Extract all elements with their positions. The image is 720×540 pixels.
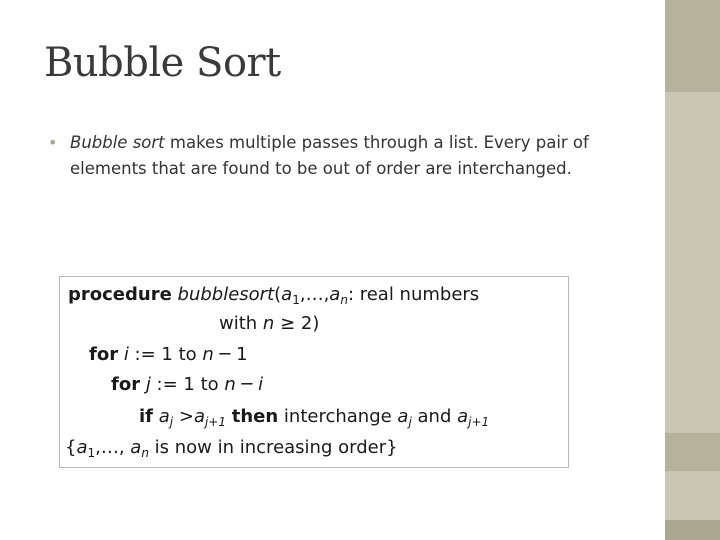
keyword-then: then — [231, 406, 279, 427]
keyword-procedure: procedure — [68, 284, 172, 305]
param-type: : real numbers — [347, 284, 480, 305]
var-a: a — [329, 284, 341, 305]
bullet-dot-icon: • — [48, 133, 58, 152]
subscript-1: 1 — [87, 446, 96, 460]
and-text: and — [411, 406, 458, 427]
postcondition: is now in increasing order} — [148, 437, 398, 458]
action-interchange: interchange — [278, 406, 398, 427]
subscript-n: n — [141, 446, 149, 460]
loop-end: ─ 1 — [213, 344, 248, 365]
var-j: j — [145, 374, 151, 395]
pseudocode-line-2 — [219, 313, 319, 334]
subscript-j-plus-1: j+1 — [468, 415, 490, 429]
greater-than: > — [173, 406, 194, 427]
pseudocode-line-5 — [139, 406, 489, 427]
pseudocode-box — [59, 276, 569, 468]
var-a: a — [158, 406, 170, 427]
subscript-n: n — [340, 293, 348, 307]
loop-range: := 1 to — [128, 344, 203, 365]
var-i: i — [123, 344, 129, 365]
subscript-j: j — [169, 415, 174, 429]
var-a: a — [397, 406, 409, 427]
open-brace: { — [65, 437, 77, 458]
var-a: a — [76, 437, 88, 458]
open-paren: ( — [274, 284, 282, 305]
ellipsis: ,…, — [95, 437, 131, 458]
var-i: i — [258, 374, 264, 395]
slide-title: Bubble Sort — [44, 40, 281, 86]
keyword-for: for — [111, 374, 141, 395]
ellipsis: ,…, — [299, 284, 330, 305]
pseudocode-line-6 — [65, 437, 398, 458]
subscript-1: 1 — [292, 293, 300, 307]
subscript-j-plus-1: j+1 — [204, 415, 226, 429]
bullet-item — [48, 130, 642, 182]
var-a: a — [193, 406, 205, 427]
loop-range: := 1 to — [150, 374, 225, 395]
with-text: with — [219, 313, 263, 334]
subscript-j: j — [408, 415, 412, 429]
var-n: n — [224, 374, 236, 395]
minus-sign: ─ — [235, 374, 259, 395]
procedure-name: bubblesort — [177, 284, 275, 305]
var-n: n — [202, 344, 214, 365]
pseudocode-line-4 — [111, 374, 263, 395]
keyword-for: for — [89, 344, 119, 365]
bullet-description: makes multiple passes through a list. Every pair of elements that are found to be out of order are interchanged. — [70, 133, 589, 178]
constraint: ≥ 2) — [274, 313, 320, 334]
side-decoration-middle — [665, 433, 720, 471]
pseudocode-line-3 — [89, 344, 248, 365]
keyword-if: if — [139, 406, 154, 427]
var-a: a — [281, 284, 293, 305]
pseudocode-line-1 — [68, 284, 479, 305]
bullet-term: Bubble sort — [70, 133, 165, 152]
var-a: a — [457, 406, 469, 427]
side-decoration-bottom — [665, 520, 720, 540]
var-a: a — [130, 437, 142, 458]
var-n: n — [262, 313, 275, 334]
side-decoration-top — [665, 0, 720, 92]
bullet-text — [52, 130, 642, 182]
